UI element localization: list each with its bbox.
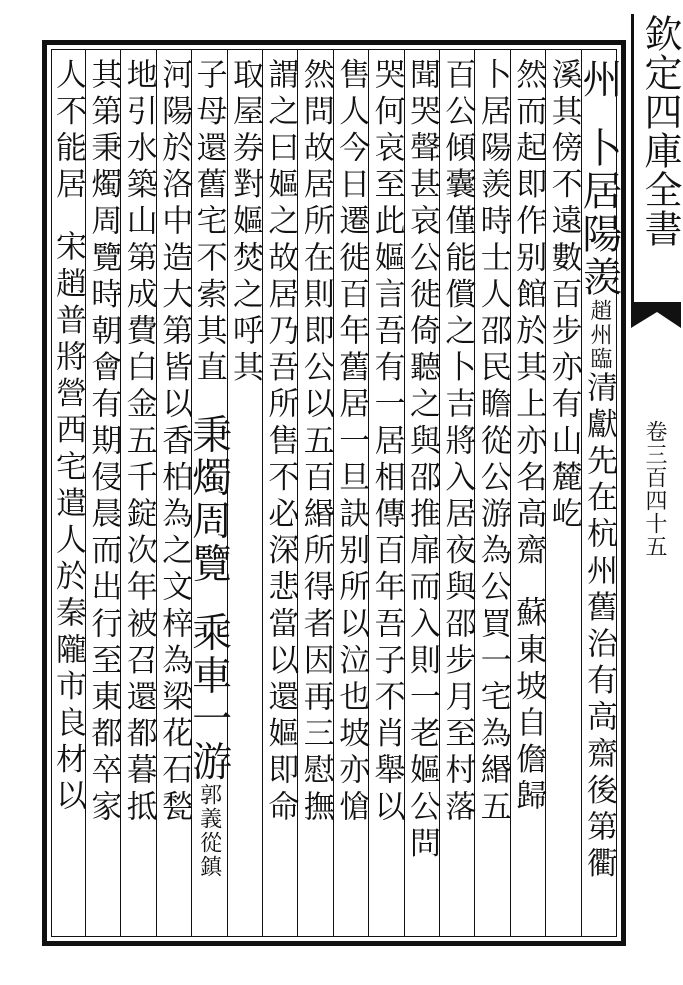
body-text: 卜居陽羨時士人邵民瞻從公游為公買一宅為緡五 <box>474 58 511 827</box>
body-text: 其第秉燭周覽時朝會有期侵晨而出行至東都卒家 <box>85 58 122 827</box>
topic-heading: 州 <box>575 58 622 101</box>
body-text: 人不能居 <box>49 58 86 205</box>
body-text: 地引水築山第成費白金五千錠次年被召還都暮抵 <box>120 58 157 827</box>
body-text: 宋趙普將營西宅遣人於秦隴市良材以 <box>49 230 86 817</box>
annotation-note: 趙州臨 <box>586 299 612 371</box>
body-text: 然問故居所在則即公以五百緡所得者因再三慰撫 <box>297 58 334 827</box>
body-text: 子母還舊宅不索其直 <box>190 58 227 388</box>
body-text: 售人今日遷徙百年舊居一旦訣别所以泣也坡亦愴 <box>333 58 370 827</box>
annotation-note: 郭義 <box>196 783 222 832</box>
fish-tail-ornament-icon <box>629 300 683 330</box>
body-text: 然而起即作别館於其上亦名高齋 <box>510 58 547 571</box>
book-title: 欽定四庫全書 <box>631 14 683 314</box>
body-text: 取屋券對嫗焚之呼其 <box>226 58 263 388</box>
text-column <box>43 58 92 932</box>
body-text: 溪其傍不遠數百步亦有山麓屹 <box>545 58 582 534</box>
body-text: 百公傾囊僅能償之卜吉將入居夜與邵步月至村落 <box>439 58 476 827</box>
body-text: 哭何哀至此嫗言吾有一居相傳百年吾子不肖舉以 <box>368 58 405 827</box>
body-text: 謂之曰嫗之故居乃吾所售不必深悲當以還嫗即命 <box>262 58 299 827</box>
body-text: 蘇東坡自儋歸 <box>510 596 547 817</box>
annotation-note: 從鎮 <box>196 831 222 880</box>
body-text: 清獻先在杭州舊治有高齋後第衢 <box>580 371 617 884</box>
topic-heading: 乘車一游 <box>185 611 232 784</box>
volume-label: 卷三百四十五 <box>642 420 667 558</box>
body-text: 河陽於洛中造大第皆以香柏為之文梓為梁花石甃 <box>156 58 193 827</box>
topic-heading: 秉燭周覽 <box>185 413 232 586</box>
body-text: 聞哭聲甚哀公徙倚聽之與邵推扉而入則一老嫗公問 <box>403 58 440 864</box>
topic-heading: 卜居陽羨 <box>575 127 622 299</box>
